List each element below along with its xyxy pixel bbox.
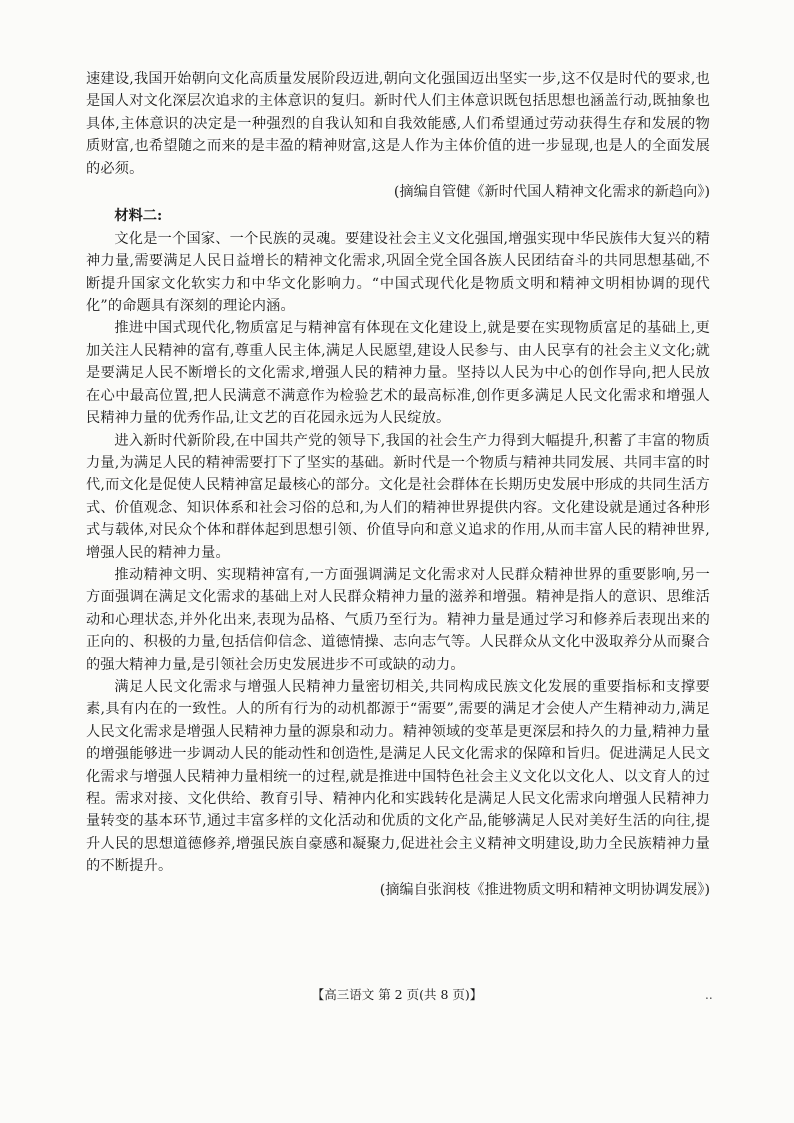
source-citation-2: (摘编自张润枝《推进物质文明和精神文明协调发展》): [379, 881, 710, 898]
page-content: [86, 68, 710, 903]
page-footer: 【高三语文 第 2 页(共 8 页)】: [311, 987, 483, 1002]
paragraph-m2-2: 推进中国式现代化,物质富足与精神富有体现在文化建设上,就是要在实现物质富足的基础上,更加关注人民精神的富有,尊重人民主体,满足人民愿望,建设人民参与、由人民享有的社会主义文化;就是要满足人民不断增长的文化需求,增强人民的精神力量。坚持以人民为中心的创作导向,把人民放在心中最高位置,把人民满意不满意作为检验艺术的最高标准,创作更多满足人民文化需求和增强人民精神力量的优秀作品,让文艺的百花园永远为人民绽放。: [86, 320, 710, 427]
paragraph-m2-1: 文化是一个国家、一个民族的灵魂。要建设社会主义文化强国,增强实现中华民族伟大复兴的精神力量,需要满足人民日益增长的精神文化需求,巩固全党全国各族人民团结奋斗的共同思想基础,不断提升国家文化软实力和中华文化影响力。“中国式现代化是物质文明和精神文明相协调的现代化”的命题具有深刻的理论内涵。: [86, 230, 710, 315]
paragraph-m2-3: 进入新时代新阶段,在中国共产党的领导下,我国的社会生产力得到大幅提升,积蓄了丰富的物质力量,为满足人民的精神需要打下了坚实的基础。新时代是一个物质与精神共同发展、共同丰富的时代,而文化是促使人民精神富足最核心的部分。文化是社会群体在长期历史发展中形成的共同生活方式、价值观念、知识体系和社会习俗的总和,为人们的精神世界提供内容。文化建设就是通过各种形式与载体,对民众个体和群体起到思想引领、价值导向和意义追求的作用,从而丰富人民的精神世界,增强人民的精神力量。: [86, 432, 710, 561]
source-citation-1: (摘编自管健《新时代国人精神文化需求的新趋向》): [393, 184, 710, 201]
paragraph-m2-4: 推动精神文明、实现精神富有,一方面强调满足文化需求对人民群众精神世界的重要影响,另一方面强调在满足文化需求的基础上对人民群众精神力量的滋养和增强。精神是指人的意识、思维活动和心理状态,并外化出来,表现为品格、气质乃至行为。精神力量是通过学习和修养后表现出来的正向的、积极的力量,包括信仰信念、道德情操、志向志气等。人民群众从文化中汲取养分从而聚合的强大精神力量,是引领社会历史发展进步不可或缺的动力。: [86, 566, 710, 673]
footer-mark: ..: [705, 988, 713, 1002]
paragraph-continued: 速建设,我国开始朝向文化高质量发展阶段迈进,朝向文化强国迈出坚实一步,这不仅是时代的要求,也是国人对文化深层次追求的主体意识的复归。新时代人们主体意识既包括思想也涵盖行动,既抽象也具体,主体意识的决定是一种强烈的自我认知和自我效能感,人们希望通过劳动获得生存和发展的物质财富,也希望随之而来的是丰盈的精神财富,这是人作为主体价值的进一步显现,也是人的全面发展的必须。: [86, 71, 710, 177]
paragraph-m2-5: 满足人民文化需求与增强人民精神力量密切相关,共同构成民族文化发展的重要指标和支撑要素,具有内在的一致性。人的所有行为的动机都源于“需要”,需要的满足才会使人产生精神动力,满足人民文化需求是增强人民精神力量的源泉和动力。精神领域的变革是更深层和持久的力量,精神力量的增强能够进一步调动人民的能动性和创造性,是满足人民文化需求的保障和旨归。促进满足人民文化需求与增强人民精神力量相统一的过程,就是推进中国特色社会主义文化以文化人、以文育人的过程。需求对接、文化供给、教育引导、精神内化和实践转化是满足人民文化需求向增强人民精神力量转变的基本环节,通过丰富多样的文化活动和优质的文化产品,能够满足人民对美好生活的向往,提升人民的思想道德修养,增强民族自豪感和凝聚力,促进社会主义精神文明建设,助力全民族精神力量的不断提升。: [86, 678, 710, 875]
material2-heading: 材料二:: [114, 208, 163, 225]
